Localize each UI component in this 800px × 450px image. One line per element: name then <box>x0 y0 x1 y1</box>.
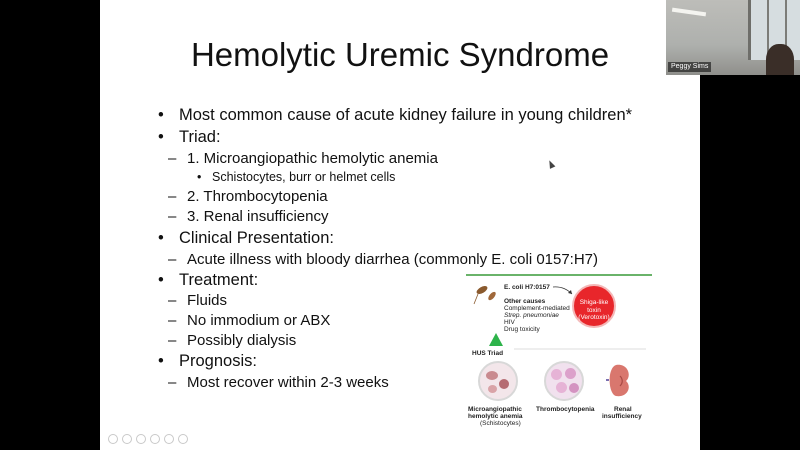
pen-icon[interactable] <box>136 434 146 444</box>
list-item: Prognosis: <box>179 352 257 370</box>
panel1-label: (Schistocytes) <box>480 420 521 427</box>
mouse-cursor <box>547 159 556 169</box>
laser-pointer-icon[interactable] <box>150 434 160 444</box>
other-cause-item: Strep. pneumoniae <box>504 312 559 319</box>
dash-marker: – <box>168 150 177 167</box>
hus-figure <box>466 274 652 428</box>
blood-cell <box>569 383 579 393</box>
bullet-marker: • <box>158 128 164 146</box>
bullet-marker: • <box>158 229 164 247</box>
participant-figure <box>766 44 794 75</box>
toxin-label-line: Shiga-like <box>579 299 609 306</box>
blood-cell <box>556 382 567 393</box>
ecoli-label: E. coli H7:0157 <box>504 284 550 291</box>
zoom-icon[interactable] <box>164 434 174 444</box>
blood-cell <box>565 368 576 379</box>
dash-marker: – <box>168 374 177 391</box>
dash-marker: – <box>168 292 177 309</box>
panel3-label: insufficiency <box>602 413 642 420</box>
toxin-label-line: toxin <box>587 306 601 314</box>
bacteria-icon <box>472 282 500 306</box>
list-item: Schistocytes, burr or helmet cells <box>212 170 396 184</box>
list-item: 2. Thrombocytopenia <box>187 188 328 205</box>
list-item: Clinical Presentation: <box>179 229 334 247</box>
list-item: Possibly dialysis <box>187 332 297 349</box>
list-item: Treatment: <box>179 271 259 289</box>
slide-title: Hemolytic Uremic Syndrome <box>190 36 610 73</box>
participant-video[interactable] <box>666 0 800 75</box>
toxin-label-line: (Verotoxin) <box>578 314 610 321</box>
list-item: No immodium or ABX <box>187 312 331 329</box>
list-item: Most common cause of acute kidney failure in young children* <box>179 106 633 124</box>
schistocytes-image <box>478 361 518 401</box>
panel3-label: Renal <box>614 406 632 413</box>
hus-triad-label: HUS Triad <box>472 350 504 357</box>
participant-name: Peggy Sims <box>668 62 711 72</box>
arrow-icon <box>552 284 574 298</box>
list-item: Triad: <box>179 128 221 146</box>
ceiling-light <box>672 8 706 17</box>
red-cell <box>486 371 498 380</box>
panel1-label: Microangiopathic <box>468 406 522 413</box>
thrombocytopenia-image <box>544 361 584 401</box>
blood-cell <box>551 369 562 380</box>
next-icon[interactable] <box>122 434 132 444</box>
kidney-icon <box>606 362 636 400</box>
other-cause-item: Drug toxicity <box>504 326 540 333</box>
panel1-label: hemolytic anemia <box>468 413 523 420</box>
list-item: Acute illness with bloody diarrhea (commonly E. coli 0157:H7) <box>187 251 599 268</box>
panel2-label: Thrombocytopenia <box>536 406 595 413</box>
red-cell <box>499 379 509 389</box>
other-causes-title: Other causes <box>504 298 546 305</box>
dash-marker: – <box>168 251 177 268</box>
list-item: Most recover within 2-3 weeks <box>187 374 389 391</box>
dash-marker: – <box>168 332 177 349</box>
bullet-marker: • <box>197 170 202 184</box>
red-cell <box>488 385 497 393</box>
dash-marker: – <box>168 188 177 205</box>
list-item: 3. Renal insufficiency <box>187 208 329 225</box>
bullet-marker: • <box>158 352 164 370</box>
dash-marker: – <box>168 312 177 329</box>
triad-divider <box>470 346 648 356</box>
previous-icon[interactable] <box>108 434 118 444</box>
other-cause-item: HIV <box>504 319 515 326</box>
bullet-marker: • <box>158 271 164 289</box>
presentation-slide <box>100 0 700 450</box>
bullet-marker: • <box>158 106 164 124</box>
list-item: 1. Microangiopathic hemolytic anemia <box>187 150 438 167</box>
shiga-toxin-badge <box>572 284 616 328</box>
more-options-icon[interactable] <box>178 434 188 444</box>
dash-marker: – <box>168 208 177 225</box>
other-cause-item: Complement-mediated <box>504 305 570 312</box>
list-item: Fluids <box>187 292 228 309</box>
slideshow-toolbar <box>108 434 188 444</box>
